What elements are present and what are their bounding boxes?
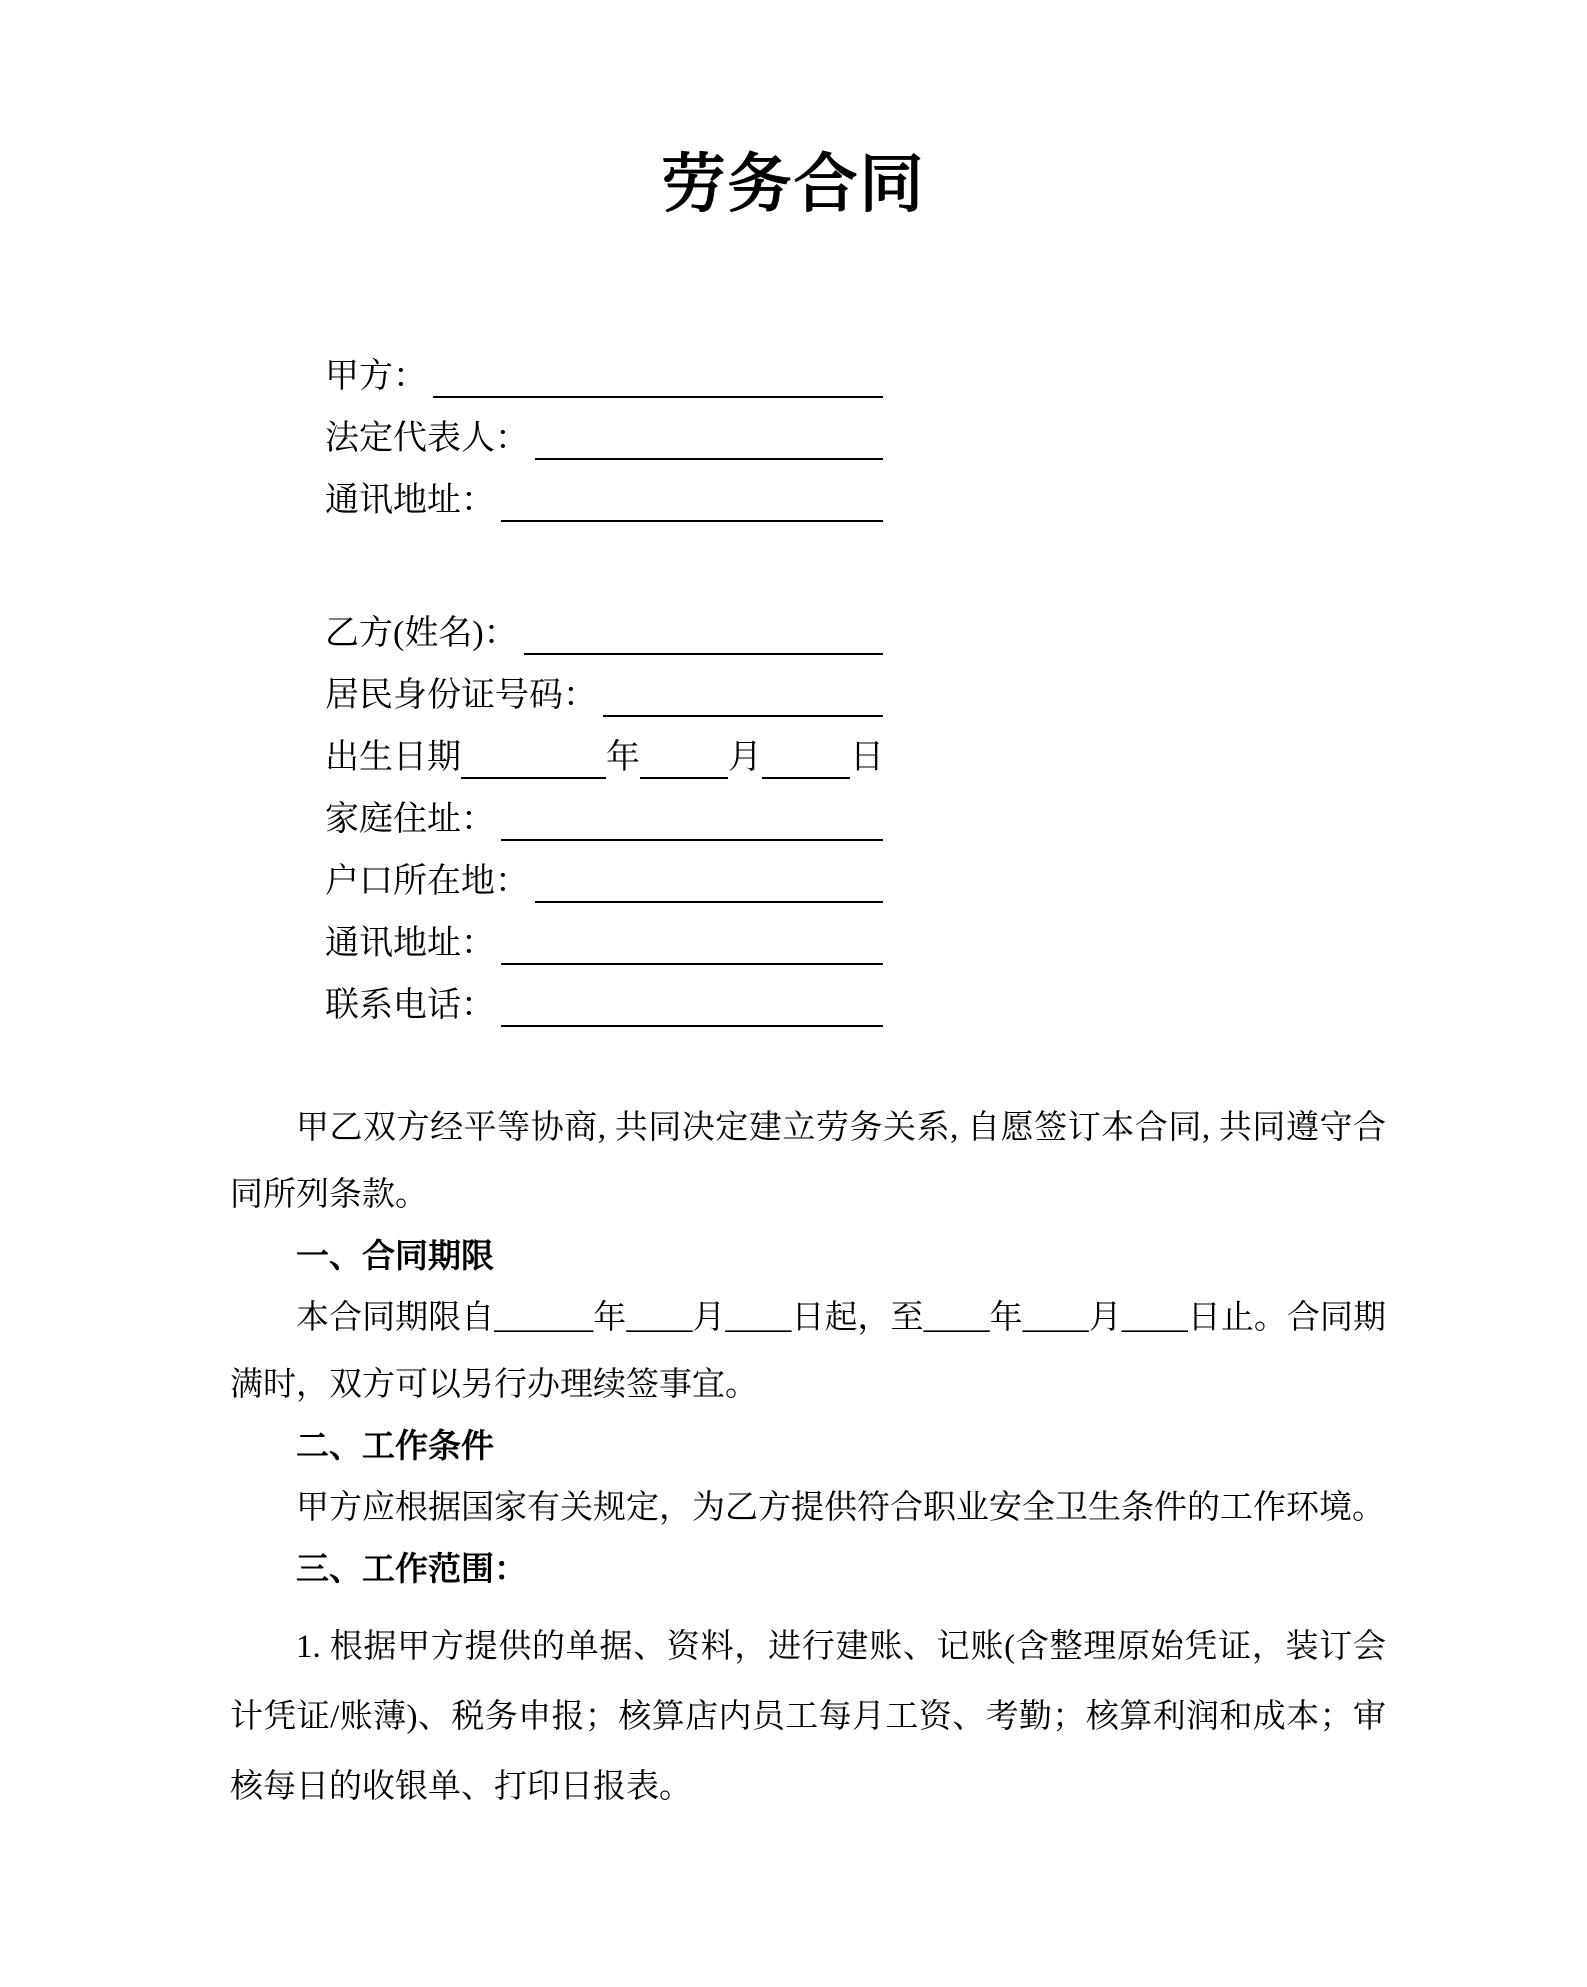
- party-b-name-blank[interactable]: [524, 613, 883, 655]
- birth-month-blank[interactable]: [640, 737, 728, 779]
- home-address-label: 家庭住址：: [325, 801, 495, 838]
- id-number-blank[interactable]: [603, 675, 883, 717]
- birth-year-blank[interactable]: [461, 737, 606, 779]
- birth-day-blank[interactable]: [762, 737, 850, 779]
- section-1-heading: 一、合同期限: [296, 1239, 494, 1275]
- home-address-blank[interactable]: [501, 799, 883, 841]
- party-b-name-label: 乙方(姓名)：: [325, 615, 518, 652]
- legal-representative-blank[interactable]: [535, 418, 883, 460]
- party-a-section: [325, 336, 883, 522]
- party-a-label: 甲方：: [325, 358, 427, 395]
- party-b-mailing-address-label: 通讯地址：: [325, 925, 495, 962]
- id-number-label: 居民身份证号码：: [325, 677, 597, 714]
- section-3-heading: 三、工作范围：: [296, 1552, 527, 1588]
- section-1-body: 本合同期限自______年____月____日起，至____年____月____日止。合同期满时，双方可以另行办理续签事宜。: [230, 1300, 1386, 1403]
- year-label: 年: [606, 739, 640, 776]
- intro-paragraph: 甲乙双方经平等协商, 共同决定建立劳务关系, 自愿签订本合同, 共同遵守合同所列条款。: [230, 1110, 1386, 1213]
- contact-phone-label: 联系电话：: [325, 987, 495, 1024]
- field-row-id-number: [325, 655, 883, 717]
- field-row-party-b-name: [325, 593, 883, 655]
- field-row-party-b-mailing-address: [325, 903, 883, 965]
- birth-date-label: 出生日期: [325, 739, 461, 776]
- field-row-birth-date: [325, 717, 883, 779]
- section-2-body: 甲方应根据国家有关规定，为乙方提供符合职业安全卫生条件的工作环境。: [296, 1490, 1385, 1526]
- legal-representative-label: 法定代表人：: [325, 420, 529, 457]
- party-b-section: [325, 593, 883, 1027]
- document-title: 劳务合同: [661, 149, 926, 220]
- field-row-party-a-mailing-address: [325, 460, 883, 522]
- field-row-home-address: [325, 779, 883, 841]
- month-label: 月: [728, 739, 762, 776]
- contract-body: [230, 1095, 1386, 1822]
- party-a-mailing-address-blank[interactable]: [501, 480, 883, 522]
- party-a-mailing-address-label: 通讯地址：: [325, 482, 495, 519]
- field-row-household-registration: [325, 841, 883, 903]
- section-2-heading: 二、工作条件: [296, 1429, 494, 1465]
- party-a-blank[interactable]: [433, 356, 883, 398]
- party-b-mailing-address-blank[interactable]: [501, 923, 883, 965]
- household-registration-blank[interactable]: [535, 861, 883, 903]
- section-3-body: 1. 根据甲方提供的单据、资料，进行建账、记账(含整理原始凭证，装订会计凭证/账薄)、税务申报；核算店内员工每月工资、考勤；核算利润和成本；审核每日的收银单、打印日报表。: [230, 1629, 1386, 1805]
- contact-phone-blank[interactable]: [501, 985, 883, 1027]
- field-row-contact-phone: [325, 965, 883, 1027]
- household-registration-label: 户口所在地：: [325, 863, 529, 900]
- field-row-legal-representative: [325, 398, 883, 460]
- day-label: 日: [850, 739, 884, 776]
- field-row-party-a: [325, 336, 883, 398]
